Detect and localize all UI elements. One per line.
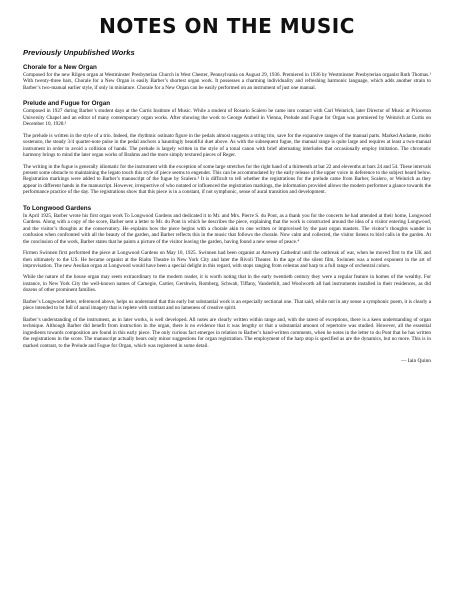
section-longwood [23,205,431,349]
paragraph: Firmen Swinnen first performed the piece at Longwood Gardens on May 10, 1925. Swinnen had been organist at Antwerp Cathedral until the outbreak of war, when he moved first to the UK and then ultimately to the US. He became organist at the Rialto Theatre in New York City and later the Rivoli Theater. In the age of the silent film, Swinnen was a noted exponent in the art of improvisation. The new Aeolian organ at Longwood would have been a special delight in this regard, with stops ranging from celestas and harp to a full range of orchestral colors. [23,250,431,269]
section-heading: Chorale for a New Organ [23,64,97,71]
page-title: NOTES ON THE MUSIC [99,14,355,38]
paragraph: The prelude is written in the style of a trio. Indeed, the rhythmic ostinato figure in the pedals almost suggests a string trio, save for the expansive ranges of the manual parts. Marked Andante, molto sostenuto, the steady 3/4 quarter-note pulse in the pedal anchors a hauntingly beautiful duet above. As with the subsequent fugue, the manual range is quite large and requires at least a two-manual instrument in order to avoid a collision of hands. The prelude is largely written in the style of a tonal canon with brief alternating interludes that occasionally employ imitation. The chromatic harmony brings to mind the later organ works of Brahms and the more simply textured pieces of Reger. [23,132,431,159]
paragraph: The writing in the fugue is generally idiomatic for the instrument with the exception of some large stretches for the right hand of a thirteenth at bar 22 and elevenths at bars 24 and 54. These intervals present some obstacle to maintaining the legato touch this style of piece seems to engender. This can be accommodated by the early release of the upper voice in deference to the subject heard below. Registration markings were added to Barber’s manuscript of the fugue by Scalero.³ It is difficult to tell whether the registrations for the prelude came from Barber, Scalero, or Weinrich as they appear in different hands in the manuscript. However, irrespective of who notated or influenced the registration markings, the information provided allows the modern performer a glance towards the performance practice of the day. The registrations show that this piece is in a constant, if not symphonic, sense of aural transition and development. [23,163,431,196]
author-signature: — Iain Quinn [401,357,431,364]
paragraph: Barber’s Longwood letter, referenced above, helps us understand that this early but substantial work is an especially sectional one. That said, while not in any sense a symphonic poem, it is clearly a piece intended to be full of aural imagery that is replete with contrast and no lameness of creative spirit. [23,298,431,312]
page-subtitle: Previously Unpublished Works [23,48,135,57]
section-heading: To Longwood Gardens [23,204,92,212]
paragraph: Composed for the new Rilgen organ at Westminster Presbyterian Church in West Chester, Pennsylvania on August 29, 1936. Premiered in 1936 by Westminster Presbyterian organist Ruth Thomas.¹ With twenty-three bars, Chorale for a New Organ is easily Barber’s shortest organ work. It possesses a charming individuality and refreshing harmonic language, which adds another strain to Barber’s two-manual earlier style, if only in miniature. Chorale for a New Organ can be easily performed on an instrument of just one manual. [23,72,431,91]
paragraph: Barber’s understanding of the instrument, as in later works, is well developed. All notes are clearly written within range and, with the rarest of exceptions, there is a keen understanding of organ technique. Although Barber did benefit from instruction in the organ, there is no evidence that it was lengthy or that a substantial amount of repertoire was studied. However, all the essential ingredients towards composition are found in this early piece. The only curious fact emerges in relation to Barber’s hand-written comments, when he notes in the letter to du Pont that he has written the registrations in the score. The manuscript actually bears only minor suggestions for organ registration. The employment of the harp stop is specified as are the dynamics, but no more. This is in marked contrast, to the Prelude and Fugue for Organ, which was registered in some detail. [23,316,431,349]
paragraph: Composed in 1927 during Barber’s student days at the Curtis Institute of Music. While a student of Rosario Scalero he came into contact with Carl Weinrich, later Director of Music at Princeton University Chapel and an editor of many contemporary organ works. After showing the work to George Antheil in Vienna, Prelude and Fugue for Organ was premiered by Weinrich at Curtis on December 10, 1928.² [23,108,431,128]
section-prelude-fugue [23,100,431,195]
paragraph: In April 1925, Barber wrote his first organ work To Longwood Gardens and dedicated it to Mr. and Mrs. Pierre S. du Pont, as a thank you for the concerts he had attended at their home, Longwood Gardens. Along with a copy of the score, Barber sent a letter to Mr. du Pont in which he describes the piece, explaining that the work is constructed around the idea of a visitor entering Longwood, and the visitor’s thoughts at the conservatory. He explains how the piece begins with a chorale akin to one written or improvised by the past organ masters. The visitor’s thoughts wander in confusion when confronted with all the beauty of the garden, and Barber reflects this in the music that follows the chorale. Now calm and collected, the visitor listens to bird calls in the garden. At the conclusion of the work, Barber states that he paints a picture of the visitor leaving the garden, having found a new sense of peace.⁴ [23,212,431,245]
section-heading: Prelude and Fugue for Organ [23,100,111,108]
paragraph: While the nature of the house organ may seem extraordinary to the modern reader, it is worth noting that in the early twentieth century they were a regular feature in homes of the wealthy. For instance, in New York City the well-known names of Carnegie, Cartier, Gershwin, Romberg, Schwab, Tiffany, Vanderbilt, and Woolworth all had instruments installed in their residences, as did dozens of other prominent families. [23,274,431,294]
section-chorale [23,64,431,91]
